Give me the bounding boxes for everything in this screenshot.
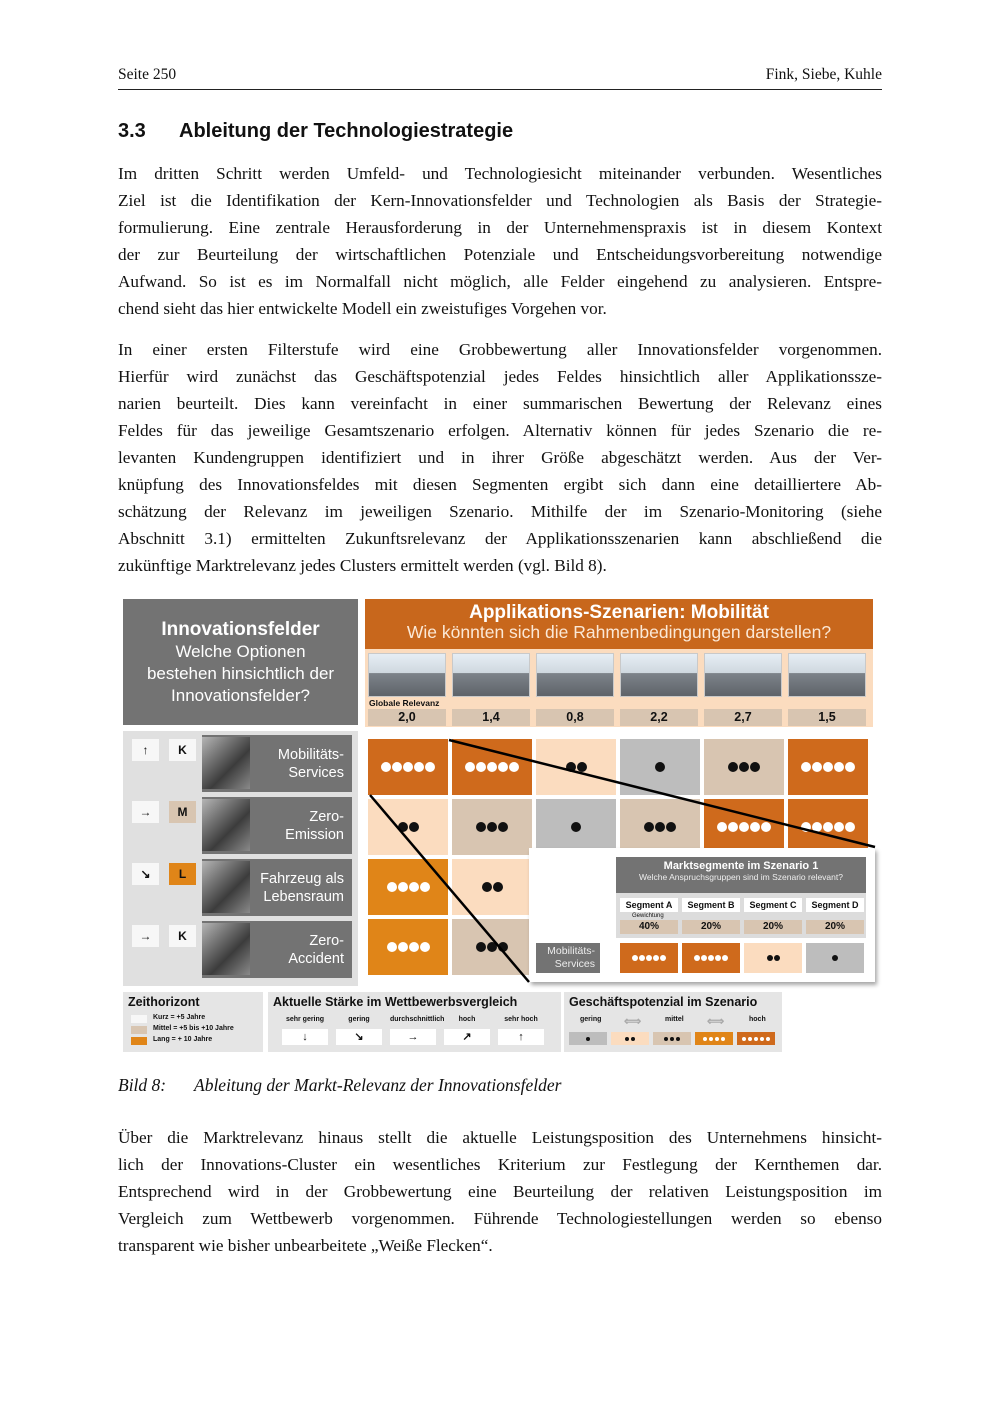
matrix-cell [788,739,868,795]
strength-arrow-icon: → [390,1029,436,1045]
dot-icon [498,822,508,832]
rating-dots [801,822,855,832]
rating-dots [625,1037,636,1041]
section-number: 3.3 [118,120,146,142]
figure-market-relevance [118,595,882,1057]
matrix-cell [452,799,532,855]
field-name-line: Lebensraum [263,888,344,905]
field-name-line: Zero- [309,932,344,949]
field-image [202,923,250,975]
dot-icon [812,762,822,772]
trend-arrow-icon: → [132,925,159,947]
scenarios-title: Applikations-Szenarien: Mobilität [469,602,769,623]
dot-icon [767,955,773,961]
dot-icon [625,1037,629,1041]
text-line: Aufwand. So ist es im Normalfall nicht möglich, alle Felder eingehend zu analysieren. Entspre- [118,272,882,291]
dot-icon [398,822,408,832]
text-line: transparent wie bisher unbearbeitete „Weiße Flecken“. [118,1236,493,1255]
global-relevance-value: 0,8 [536,709,614,726]
scenario-image [704,653,782,697]
matrix-cell [368,859,448,915]
matrix-cell [620,799,700,855]
dot-icon [409,882,419,892]
dot-icon [493,882,503,892]
strength-label: gering [348,1016,370,1023]
matrix-cell [704,799,784,855]
time-horizon-label: Lang = + 10 Jahre [153,1036,213,1043]
segment-weight: 20% [682,920,740,934]
text-line: Hierfür wird zunächst das Geschäftspotenzial jedes Feldes hinsichtlich aller Applikationssze- [118,367,882,386]
dot-icon [742,1037,746,1041]
matrix-cell [620,739,700,795]
dot-icon [631,1037,635,1041]
page-number: Seite 250 [118,66,177,83]
rating-dots [742,1037,771,1041]
potential-label-low: gering [580,1016,602,1023]
text-line: Feldes für das jeweilige Gesamtszenario erfolgen. Alternativ können für jedes Szenario die re- [118,421,882,440]
rating-dots [566,762,587,772]
dot-icon [571,822,581,832]
paragraph-3 [118,1124,882,1259]
segment-name: Segment A [620,898,678,912]
dot-icon [774,955,780,961]
paragraph-2 [118,336,882,579]
scenario-image [536,653,614,697]
dot-icon [425,762,435,772]
dot-icon [566,762,576,772]
segment-weight: 20% [744,920,802,934]
dot-icon [832,955,838,961]
dot-icon [708,955,714,961]
segment-name: Segment D [806,898,864,912]
dot-icon [639,955,645,961]
time-horizon-label: Mittel = +5 bis +10 Jahre [153,1025,234,1032]
rating-dots [387,882,430,892]
scenario-image [452,653,530,697]
field-name-line: Services [288,764,344,781]
rating-dots [664,1037,681,1041]
dot-icon [750,762,760,772]
legend-time-horizon [123,992,263,1052]
innovation-fields-subtitle: bestehen hinsichtlich der [146,664,335,683]
double-arrow-icon: ⟺ [624,1014,642,1028]
rating-dots [586,1037,591,1041]
dot-icon [739,822,749,832]
rating-dots [465,762,519,772]
strength-arrow-icon: ↘ [336,1029,382,1045]
text-line: knüpfung des Innovationsfeldes mit diesen Segmenten ergibt sich dann eine detailliertere Ab- [118,475,882,494]
rating-dots [632,955,666,961]
text-line: Im dritten Schritt werden Umfeld- und Technologiesicht miteinander verbunden. Wesentliches [118,164,882,183]
legend-strength-title: Aktuelle Stärke im Wettbewerbsvergleich [273,995,518,1009]
page-header [118,66,882,90]
strength-arrow-icon: ↗ [444,1029,490,1045]
global-relevance-value: 1,5 [788,709,866,726]
scenario-image [788,653,866,697]
dot-icon [487,822,497,832]
rating-dots [644,822,676,832]
dot-icon [392,762,402,772]
field-image [202,737,250,789]
global-relevance-value: 2,0 [368,709,446,726]
dot-icon [666,822,676,832]
figure-caption [118,1075,561,1096]
dot-icon [823,822,833,832]
dot-icon [728,822,738,832]
dot-icon [748,1037,752,1041]
dot-icon [717,822,727,832]
dot-icon [653,955,659,961]
time-horizon-label: Kurz = +5 Jahre [153,1014,206,1021]
legend-potential-title: Geschäftspotenzial im Szenario [569,995,758,1009]
field-name-line: Fahrzeug als [260,870,344,887]
dot-icon [760,1037,764,1041]
dot-icon [750,822,760,832]
strength-label: durchschnittlich [390,1016,445,1023]
segment-row-label-line: Mobilitäts- [547,945,595,957]
dot-icon [381,762,391,772]
legend-strength [268,992,561,1052]
rating-dots [482,882,503,892]
dot-icon [676,1037,680,1041]
rating-dots [703,1037,726,1041]
dot-icon [823,762,833,772]
text-line: formulierung. Eine zentrale Herausforderung in der Unternehmenspraxis ist in diesem Kontext [118,218,882,237]
text-line: In einer ersten Filterstufe wird eine Grobbewertung aller Innovationsfelder vorgenommen. [118,340,882,359]
text-line: schätzung der Relevanz im jeweiligen Szenario. Mithilfe der im Szenario-Monitoring (siehe [118,502,882,521]
rating-dots [728,762,760,772]
field-name-line: Emission [285,826,344,843]
dot-icon [465,762,475,772]
dot-icon [487,762,497,772]
dot-icon [387,882,397,892]
matrix-cell [368,799,448,855]
dot-icon [655,762,665,772]
segment-cell [806,943,864,973]
dot-icon [701,955,707,961]
field-name-line: Zero- [309,808,344,825]
matrix-cell [452,739,532,795]
dot-icon [812,822,822,832]
segments-title: Marktsegmente im Szenario 1 [663,860,819,872]
dot-icon [398,942,408,952]
dot-icon [761,822,771,832]
dot-icon [694,955,700,961]
dot-icon [586,1037,590,1041]
dot-icon [398,882,408,892]
dot-icon [721,1037,725,1041]
innovation-fields-title: Innovationsfelder [161,619,320,640]
text-line: lich der Innovations-Cluster ein wesentliches Kriterium zur Festlegung der Kernthemen dar. [118,1155,882,1174]
dot-icon [632,955,638,961]
dot-icon [409,942,419,952]
authors: Fink, Siebe, Kuhle [765,66,882,83]
caption-text: Ableitung der Markt-Relevanz der Innovationsfelder [194,1075,562,1095]
scenarios-subtitle: Wie könnten sich die Rahmenbedingungen darstellen? [406,622,832,642]
double-arrow-icon: ⟺ [707,1014,725,1028]
strength-label: sehr hoch [504,1016,538,1023]
text-line: der zur Beurteilung der wirtschaftlichen Potenziale und Entscheidungsvorbereitung notwendige [118,245,882,264]
rating-dots [767,955,780,961]
dot-icon [845,822,855,832]
matrix-cell [536,739,616,795]
time-horizon-badge: K [169,739,196,761]
matrix-cell [368,919,448,975]
dot-icon [715,1037,719,1041]
rating-dots [801,762,855,772]
global-relevance-value: 2,7 [704,709,782,726]
text-line: Über die Marktrelevanz hinaus stellt die aktuelle Leistungsposition des Unternehmens hinsicht- [118,1128,882,1147]
section-heading: Ableitung der Technologiestrategie [179,120,514,142]
weight-label: Gewichtung [632,913,664,919]
rating-dots [717,822,771,832]
dot-icon [801,762,811,772]
trend-arrow-icon: ↘ [132,863,159,885]
text-line: chend sieht das hier entwickelte Modell ein zweistufiges Vorgehen vor. [118,299,607,318]
strength-arrow-icon: ↓ [282,1029,328,1045]
scenario-image [620,653,698,697]
potential-level-swatch [569,1032,607,1045]
dot-icon [476,942,486,952]
rating-dots [832,955,838,961]
rating-dots [381,762,435,772]
rating-dots [398,822,419,832]
segment-row-label [536,943,600,973]
potential-label-high: hoch [749,1016,766,1023]
dot-icon [509,762,519,772]
potential-label-mid: mittel [665,1016,684,1023]
rating-dots [476,822,508,832]
time-horizon-badge: K [169,925,196,947]
potential-level-swatch [737,1032,775,1045]
text-line: Ziel ist die Identifikation der Kern-Innovationsfelder und Technologien als Basis der Strategie- [118,191,882,210]
potential-level-swatch [695,1032,733,1045]
potential-level-swatch [653,1032,691,1045]
text-line: Vergleich zum Wettbewerb vorgenommen. Führende Technologiestellungen werden so ebenso [118,1209,882,1228]
dot-icon [834,762,844,772]
matrix-cell [536,799,616,855]
segment-cell [682,943,740,973]
matrix-cell [704,739,784,795]
dot-icon [420,942,430,952]
dot-icon [655,822,665,832]
text-line: levanten Kundengruppen identifiziert und in ihrer Größe abgeschätzt werden. Aus der Ver- [118,448,882,467]
dot-icon [834,822,844,832]
innovation-fields-subtitle: Innovationsfelder? [171,686,310,705]
dot-icon [414,762,424,772]
time-horizon-badge: M [169,801,196,823]
dot-icon [498,942,508,952]
dot-icon [660,955,666,961]
time-horizon-badge: L [169,863,196,885]
time-horizon-swatch [131,1037,147,1045]
trend-arrow-icon: ↑ [132,739,159,761]
strength-label: hoch [458,1016,476,1023]
strength-label: sehr gering [285,1016,325,1023]
dot-icon [739,762,749,772]
dot-icon [644,822,654,832]
dot-icon [646,955,652,961]
potential-level-swatch [611,1032,649,1045]
segment-weight: 40% [620,920,678,934]
section-title [118,120,513,143]
field-image [202,799,250,851]
legend-potential [564,992,782,1052]
field-image [202,861,250,913]
matrix-cell [452,919,532,975]
dot-icon [728,762,738,772]
strength-arrow-icon: ↑ [498,1029,544,1045]
dot-icon [703,1037,707,1041]
rating-dots [476,942,508,952]
dot-icon [722,955,728,961]
segments-subtitle: Welche Anspruchsgruppen sind im Szenario relevant? [639,872,843,882]
matrix-cell [452,859,532,915]
dot-icon [482,882,492,892]
trend-arrow-icon: → [132,801,159,823]
field-name-line: Mobilitäts- [277,746,344,763]
global-relevance-value: 1,4 [452,709,530,726]
text-line: narien beurteilt. Dies kann vereinfacht in einer summarischen Bewertung der Relevanz eines [118,394,882,413]
rating-dots [655,762,665,772]
dot-icon [403,762,413,772]
matrix-cell [788,799,868,855]
segment-weight: 20% [806,920,864,934]
matrix-cell [368,739,448,795]
dot-icon [664,1037,668,1041]
text-line: Entsprechend wird in der Grobbewertung eine Beurteilung der relativen Leistungsposition im [118,1182,882,1201]
dot-icon [420,882,430,892]
innovation-fields-subtitle: Welche Optionen [175,642,306,661]
scenario-image [368,653,446,697]
dot-icon [409,822,419,832]
innovation-fields-header [123,599,358,725]
global-relevance-value: 2,2 [620,709,698,726]
dot-icon [766,1037,770,1041]
time-horizon-swatch [131,1015,147,1023]
dot-icon [845,762,855,772]
dot-icon [670,1037,674,1041]
legend-time-title: Zeithorizont [128,995,200,1009]
field-name-line: Accident [288,950,344,967]
segment-cell [744,943,802,973]
dot-icon [754,1037,758,1041]
dot-icon [709,1037,713,1041]
text-line: zukünftige Marktrelevanz jedes Clusters ermittelt werden (vgl. Bild 8). [118,556,607,575]
caption-number: Bild 8: [118,1075,167,1095]
dot-icon [387,942,397,952]
rating-dots [387,942,430,952]
dot-icon [476,822,486,832]
rating-dots [694,955,728,961]
segment-row-label-line: Services [554,958,595,970]
dot-icon [487,942,497,952]
scenarios-header [365,599,873,649]
dot-icon [801,822,811,832]
dot-icon [577,762,587,772]
paragraph-1 [118,160,882,322]
segment-name: Segment B [682,898,740,912]
text-line: Abschnitt 3.1) ermittelten Zukunftsrelevanz der Applikationsszenarien kann abschließend die [118,529,882,548]
dot-icon [476,762,486,772]
time-horizon-swatch [131,1026,147,1034]
segments-header [616,857,866,893]
dot-icon [498,762,508,772]
rating-dots [571,822,581,832]
segment-cell [620,943,678,973]
global-relevance-label: Globale Relevanz [369,698,440,708]
segment-name: Segment C [744,898,802,912]
dot-icon [715,955,721,961]
